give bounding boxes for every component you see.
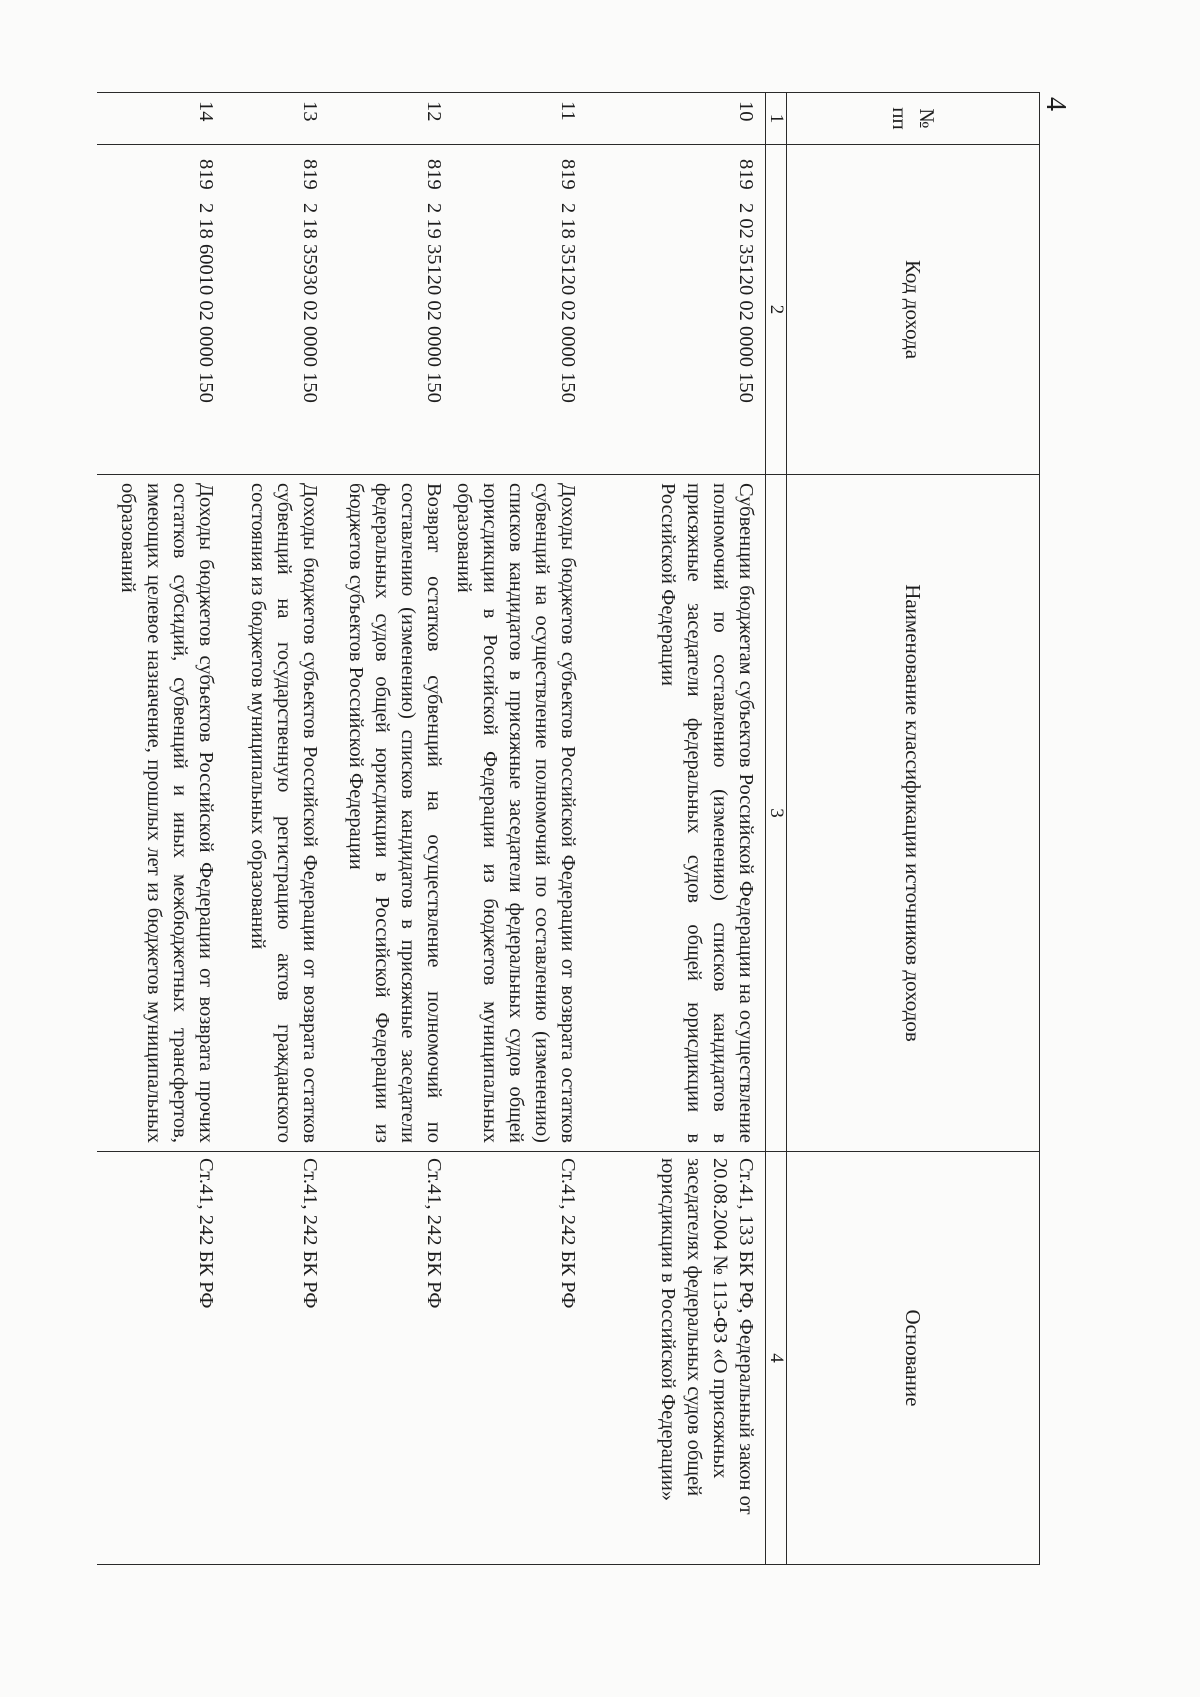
- column-number: 3: [766, 475, 787, 1152]
- legal-basis: Ст.41, 242 БК РФ: [97, 1152, 221, 1565]
- admin-code: 819: [299, 159, 321, 190]
- income-sources-table: [97, 92, 1040, 1565]
- legal-basis: Ст.41, 242 БК РФ: [325, 1152, 449, 1565]
- income-code-cell: [325, 145, 449, 475]
- page-number: 4: [1040, 97, 1071, 111]
- income-code-cell: [583, 145, 766, 475]
- income-code-cell: [97, 145, 221, 475]
- income-code: 2 18 35930 02 0000 150: [299, 203, 321, 403]
- income-name: Доходы бюджетов субъектов Российской Федерации от возврата остатков субвенций на государственную регистрацию актов гражданского состояния из бюджетов муниципальных образований: [221, 475, 325, 1152]
- income-code: 2 19 35120 02 0000 150: [423, 203, 445, 403]
- income-code: 2 02 35120 02 0000 150: [735, 203, 757, 403]
- column-number: 1: [766, 93, 787, 145]
- table-row: [221, 93, 325, 1565]
- income-code: 2 18 35120 02 0000 150: [557, 203, 579, 403]
- row-number: 14: [97, 93, 221, 145]
- header-code: Код дохода: [787, 145, 1040, 475]
- income-code-cell: [449, 145, 583, 475]
- legal-basis: Ст.41, 133 БК РФ, Федеральный закон от 20.08.2004 № 113-ФЗ «О присяжных заседателях федеральных судов общей юрисдикции в Российской Федерации»: [583, 1152, 766, 1565]
- admin-code: 819: [557, 159, 579, 190]
- income-name: Доходы бюджетов субъектов Российской Федерации от возврата остатков субвенций на осуществление полномочий по составлению (изменению) списков кандидатов в присяжные заседатели федеральных судов общей юрисдикции в Российской Федерации из бюджетов муниципальных образований: [449, 475, 583, 1152]
- row-number: 11: [449, 93, 583, 145]
- income-name: Доходы бюджетов субъектов Российской Федерации от возврата прочих остатков субсидий, субвенций и иных межбюджетных трансфертов, имеющих целевое назначение, прошлых лет из бюджетов муниципальных образований: [97, 475, 221, 1152]
- legal-basis: Ст.41, 242 БК РФ: [449, 1152, 583, 1565]
- income-sources-table-sheet: [117, 92, 1040, 1564]
- income-name: Возврат остатков субвенций на осуществление полномочий по составлению (изменению) списков кандидатов в присяжные заседатели федеральных судов общей юрисдикции в Российской Федерации из бюджетов субъектов Российской Федерации: [325, 475, 449, 1152]
- column-number: 2: [766, 145, 787, 475]
- header-basis: Основание: [787, 1152, 1040, 1565]
- legal-basis: Ст.41, 242 БК РФ: [221, 1152, 325, 1565]
- income-name: Субвенции бюджетам субъектов Российской Федерации на осуществление полномочий по составлению (изменению) списков кандидатов в присяжные заседатели федеральных судов общей юрисдикции в Российской Федерации: [583, 475, 766, 1152]
- column-number: 4: [766, 1152, 787, 1565]
- admin-code: 819: [735, 159, 757, 190]
- table-row: [97, 93, 221, 1565]
- column-number-row: [766, 93, 787, 1565]
- table-row: [583, 93, 766, 1565]
- table-row: [449, 93, 583, 1565]
- admin-code: 819: [195, 159, 217, 190]
- admin-code: 819: [423, 159, 445, 190]
- header-row: [787, 93, 1040, 1565]
- header-no: № пп: [787, 93, 1040, 145]
- table-row: [325, 93, 449, 1565]
- income-code-cell: [221, 145, 325, 475]
- row-number: 12: [325, 93, 449, 145]
- header-name: Наименование классификации источников доходов: [787, 475, 1040, 1152]
- row-number: 13: [221, 93, 325, 145]
- income-code: 2 18 60010 02 0000 150: [195, 203, 217, 403]
- row-number: 10: [583, 93, 766, 145]
